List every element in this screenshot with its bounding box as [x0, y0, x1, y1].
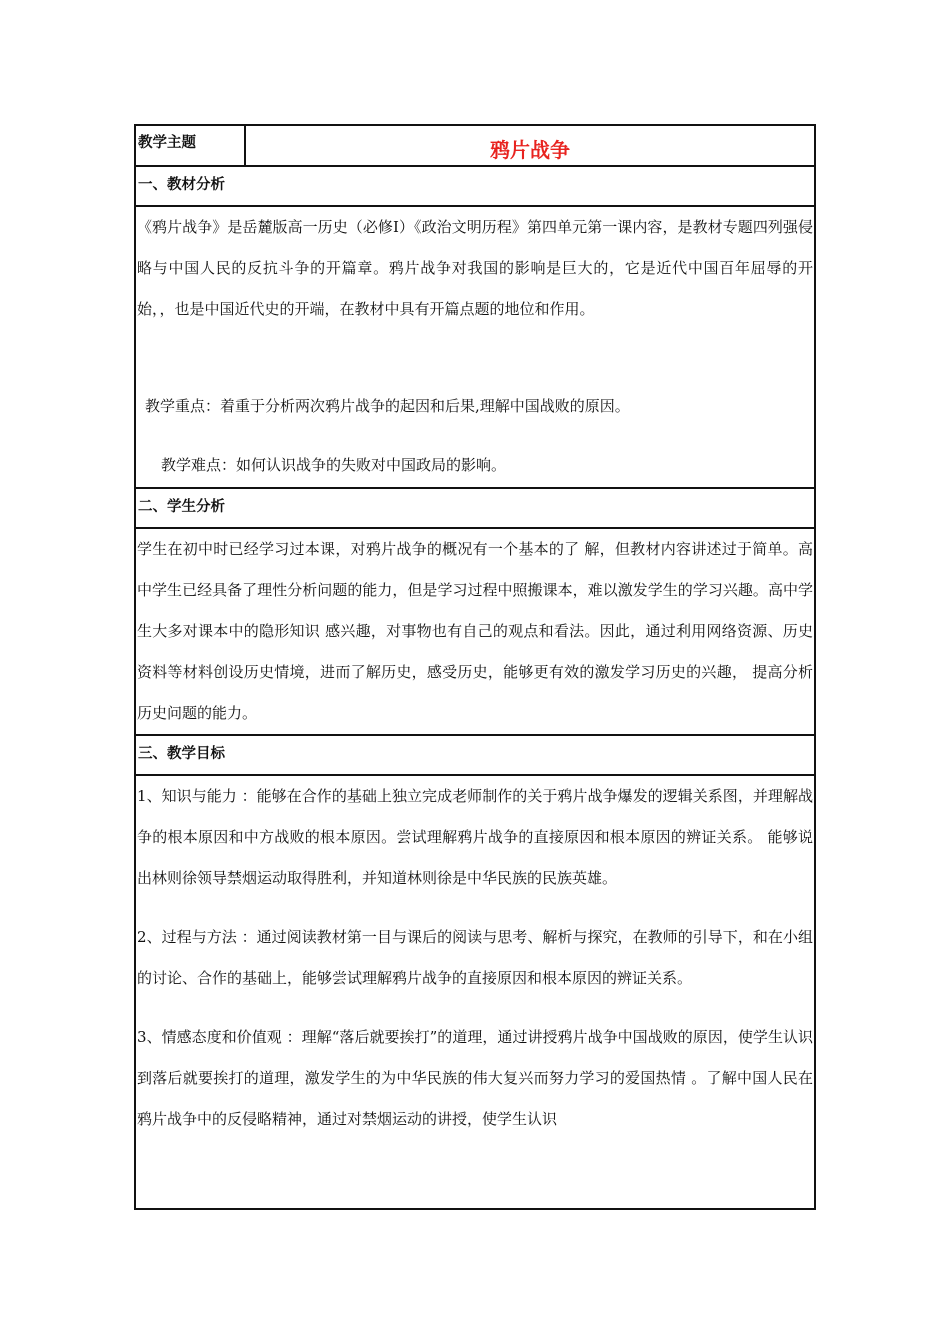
textbook-body-row [135, 206, 815, 488]
topic-label: 教学主题 [135, 125, 245, 166]
key-point: 教学重点：着重于分析两次鸦片战争的起因和后果,理解中国战败的原因。 [145, 397, 630, 415]
textbook-analysis-body [135, 206, 815, 488]
students-heading-row [135, 488, 815, 528]
topic-title: 鸦片战争 [245, 125, 815, 166]
difficulty-point: 教学难点：如何认识战争的失败对中国政局的影响。 [161, 456, 507, 474]
goal-attitude: 3、情感态度和价值观 ：理解“落后就要挨打”的道理，通过讲授鸦片战争中国战败的原因，使学生认识到落后就要挨打的道理，激发学生的为中华民族的伟大复兴而努力学习的爱国热情 。了解中国人民在鸦片战争中的反侵略精神，通过对禁烟运动的讲授，使学生认识 [137, 1028, 813, 1128]
student-analysis-heading: 二、学生分析 [135, 488, 815, 528]
goal-process: 2、过程与方法 ：通过阅读教材第一目与课后的阅读与思考、解析与探究，在教师的引导下，和在小组的讨论、合作的基础上，能够尝试理解鸦片战争的直接原因和根本原因的辨证关系。 [137, 928, 813, 987]
lesson-plan-table [134, 124, 816, 1210]
textbook-heading-row [135, 166, 815, 206]
spacer [137, 899, 813, 917]
goals-heading-row [135, 735, 815, 775]
teaching-goals-body [135, 775, 815, 1209]
goal-knowledge: 1、知识与能力 ：能够在合作的基础上独立完成老师制作的关于鸦片战争爆发的逻辑关系图，并理解战争的根本原因和中方战败的根本原因。尝试理解鸦片战争的直接原因和根本原因的辨证关系。 能够说出林则徐领导禁烟运动取得胜利，并知道林则徐是中华民族的民族英雄。 [137, 787, 813, 887]
spacer [137, 999, 813, 1017]
topic-row [135, 125, 815, 166]
goals-body-row [135, 775, 815, 1209]
students-paragraph: 学生在初中时已经学习过本课，对鸦片战争的概况有一个基本的了 解，但教材内容讲述过于简单。高中学生已经具备了理性分析问题的能力，但是学习过程中照搬课本，难以激发学生的学习兴趣。高中学生大多对课本中的隐形知识 感兴趣，对事物也有自己的观点和看法。因此，通过利用网络资源、历史资料等材料创设历史情境，进而了解历史，感受历史，能够更有效的激发学习历史的兴趣， 提高分析历史问题的能力。 [137, 540, 813, 722]
teaching-goals-heading: 三、教学目标 [135, 735, 815, 775]
spacer [137, 427, 813, 445]
student-analysis-body [135, 528, 815, 735]
textbook-paragraph: 《鸦片战争》是岳麓版高一历史（必修Ⅰ）《政治文明历程》第四单元第一课内容，是教材专题四列强侵略与中国人民的反抗斗争的开篇章。鸦片战争对我国的影响是巨大的，它是近代中国百年屈辱的开始，，也是中国近代史的开端，在教材中具有开篇点题的地位和作用。 [137, 218, 813, 318]
students-body-row [135, 528, 815, 735]
textbook-analysis-heading: 一、教材分析 [135, 166, 815, 206]
spacer [137, 330, 813, 386]
